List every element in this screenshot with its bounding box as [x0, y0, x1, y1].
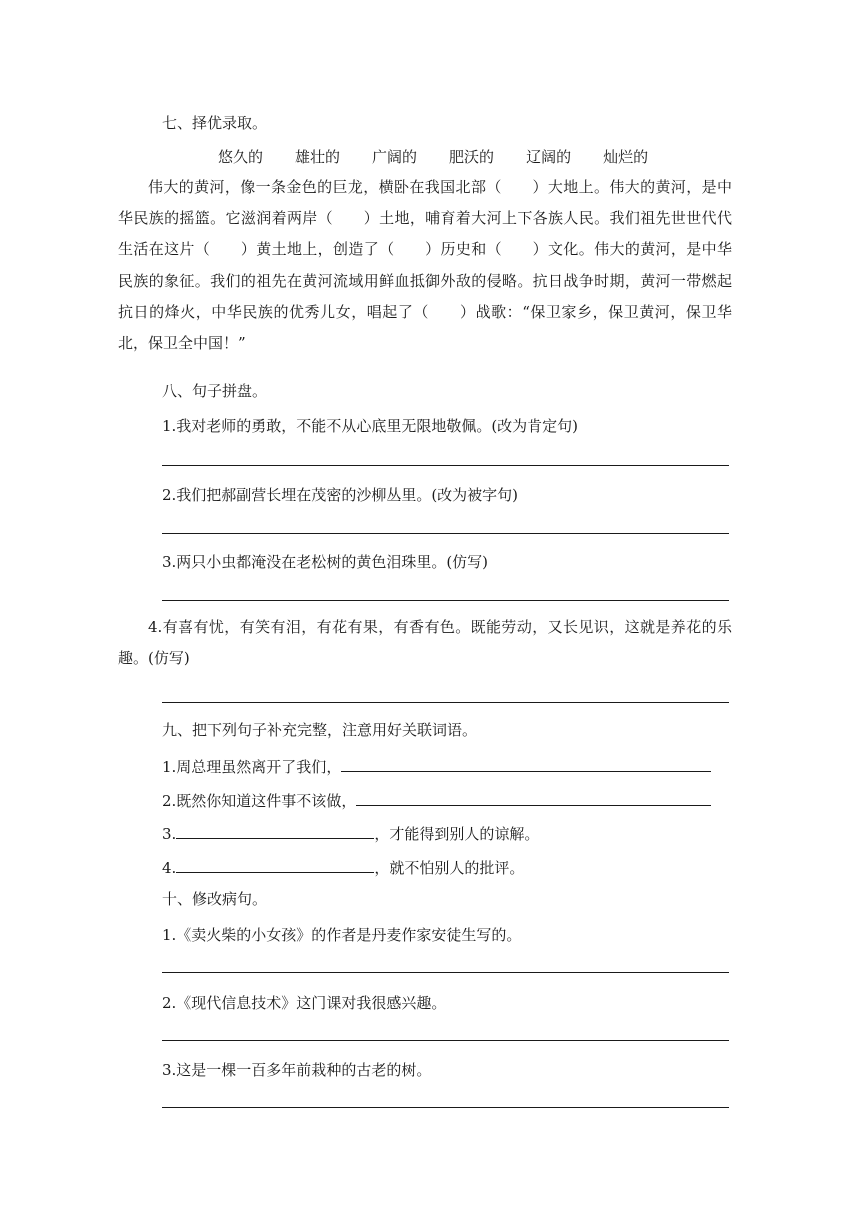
- fill-blank[interactable]: [176, 858, 374, 873]
- answer-line[interactable]: [162, 465, 729, 466]
- answer-line[interactable]: [162, 533, 729, 534]
- answer-line[interactable]: [162, 972, 729, 973]
- section-9-heading: 九、把下列句子补充完整，注意用好关联词语。: [162, 721, 478, 739]
- question-8-4: 4.有喜有忧，有笑有泪，有花有果，有香有色。既能劳动，又长见识，这就是养花的乐趣。(仿写): [118, 618, 732, 668]
- word-option: 悠久的: [218, 148, 264, 166]
- answer-line[interactable]: [162, 1040, 729, 1041]
- word-option: 灿烂的: [603, 148, 649, 166]
- question-text: 1.周总理虽然离开了我们，: [162, 758, 342, 776]
- word-options: [218, 146, 680, 167]
- question-10-2: 2.《现代信息技术》这门课对我很感兴趣。: [162, 994, 447, 1012]
- question-text: 2.既然你知道这件事不该做，: [162, 792, 357, 810]
- section-10-heading: 十、修改病句。: [162, 890, 268, 908]
- question-8-1: 1.我对老师的勇敢，不能不从心底里无限地敬佩。(改为肯定句): [162, 417, 579, 435]
- question-text: ，才能得到别人的谅解。: [374, 825, 540, 843]
- yellow-river-passage: 伟大的黄河，像一条金色的巨龙，横卧在我国北部（ ）大地上。伟大的黄河，是中华民族的摇篮。它滋润着两岸（ ）土地，哺育着大河上下各族人民。我们祖先世世代代生活在这片（ ）黄土地上，创造了（ ）历史和（ ）文化。伟大的黄河，是中华民族的象征。我们的祖先在黄河流域用鲜血抵御外敌的侵略。抗日战争时期，黄河一带燃起抗日的烽火，中华民族的优秀儿女，唱起了（ ）战歌：“保卫家乡，保卫黄河，保卫华北，保卫全中国！”: [118, 178, 732, 353]
- fill-blank[interactable]: [341, 757, 711, 772]
- answer-line[interactable]: [162, 600, 729, 601]
- question-9-1: [162, 756, 711, 777]
- answer-line[interactable]: [162, 702, 729, 703]
- question-9-2: [162, 790, 711, 811]
- fill-blank[interactable]: [356, 791, 711, 806]
- fill-blank[interactable]: [176, 824, 374, 839]
- question-10-3: 3.这是一棵一百多年前栽种的古老的树。: [162, 1061, 432, 1079]
- question-number: 3.: [162, 825, 177, 843]
- question-10-1: 1.《卖火柴的小女孩》的作者是丹麦作家安徒生写的。: [162, 926, 522, 944]
- question-9-4: [162, 857, 524, 878]
- question-number: 4.: [162, 859, 177, 877]
- question-9-3: [162, 823, 539, 844]
- question-8-2: 2.我们把郝副营长埋在茂密的沙柳丛里。(改为被字句): [162, 486, 519, 504]
- word-option: 雄壮的: [295, 148, 341, 166]
- word-option: 辽阔的: [526, 148, 572, 166]
- word-option: 肥沃的: [449, 148, 495, 166]
- section-7-heading: 七、择优录取。: [162, 114, 268, 132]
- question-8-3: 3.两只小虫都淹没在老松树的黄色泪珠里。(仿写): [162, 553, 489, 571]
- section-8-heading: 八、句子拼盘。: [162, 382, 268, 400]
- answer-line[interactable]: [162, 1107, 729, 1108]
- question-text: ，就不怕别人的批评。: [374, 859, 525, 877]
- word-option: 广阔的: [372, 148, 418, 166]
